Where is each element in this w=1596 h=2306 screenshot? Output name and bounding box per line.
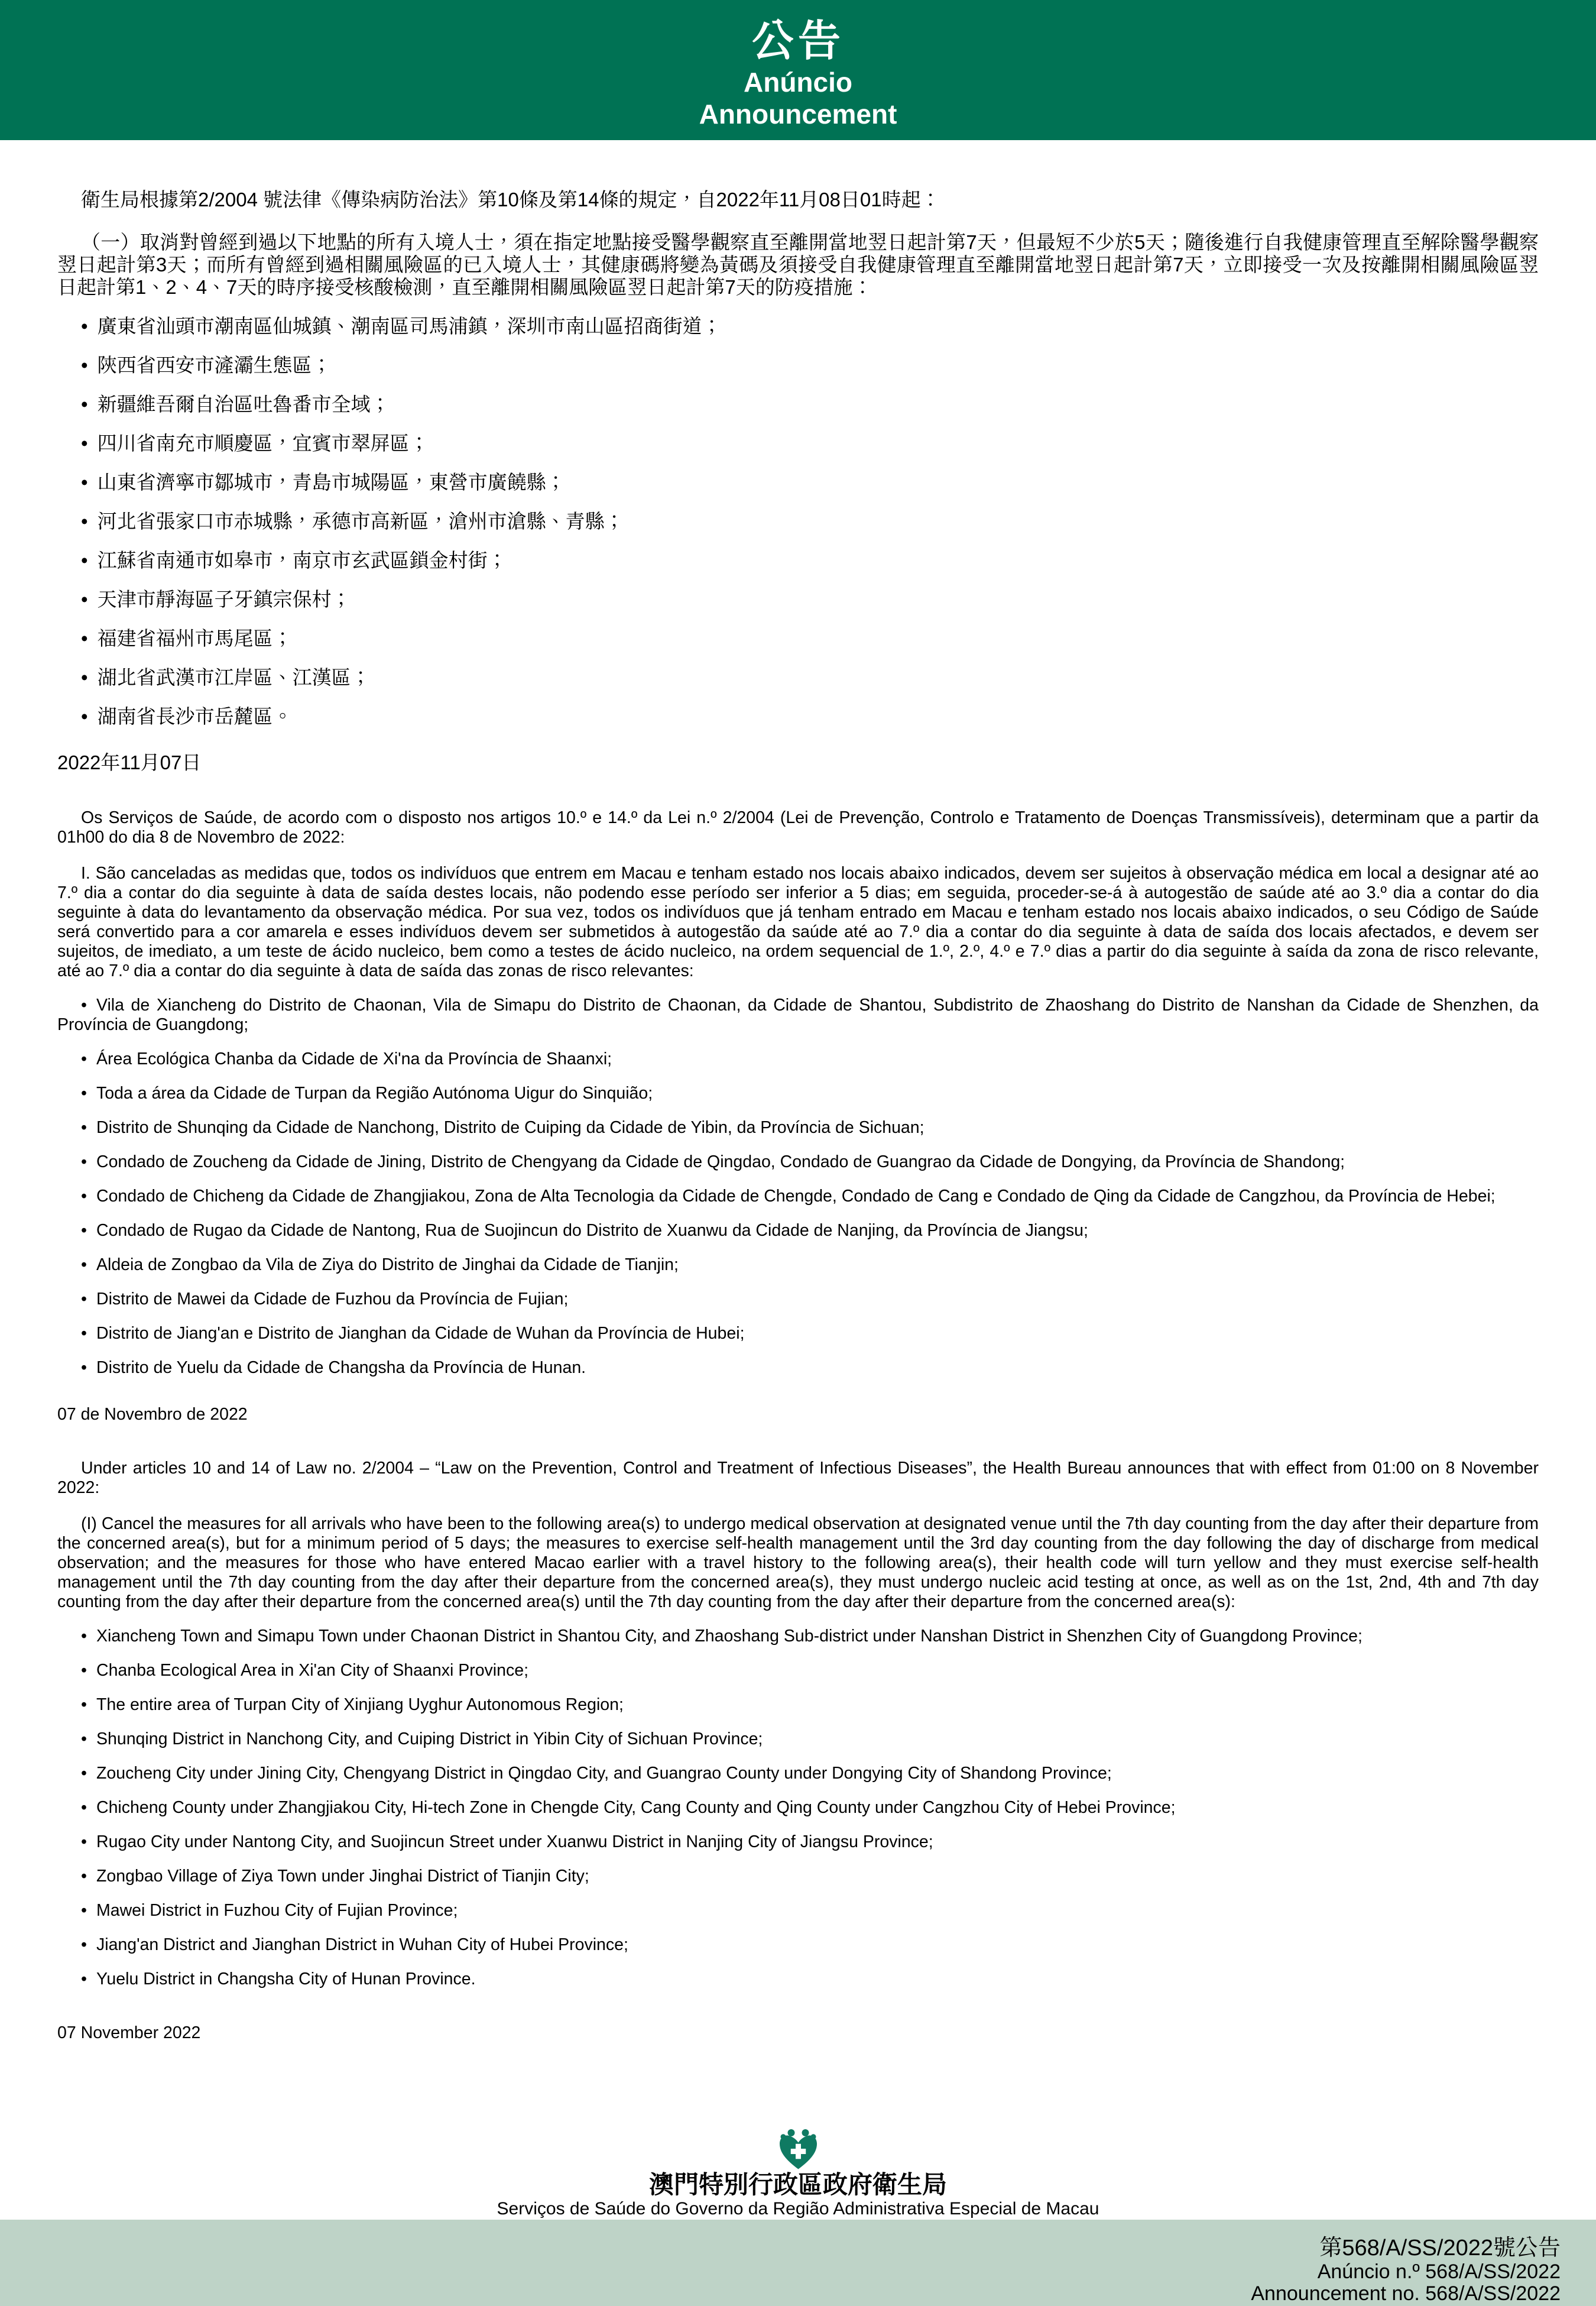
zh-risk-area-item bbox=[57, 510, 1539, 533]
en-risk-area-text: Mawei District in Fuzhou City of Fujian Province; bbox=[96, 1901, 458, 1920]
zh-risk-area-text: 湖南省長沙市岳麓區。 bbox=[97, 705, 293, 727]
bullet-icon: • bbox=[81, 1832, 87, 1851]
bullet-icon: • bbox=[81, 666, 88, 688]
pt-risk-area-text: Área Ecológica Chanba da Cidade de Xi'na da Província de Shaanxi; bbox=[96, 1050, 612, 1068]
bullet-icon: • bbox=[81, 1867, 87, 1886]
zh-risk-area-text: 山東省濟寧市鄒城市，青島市城陽區，東營市廣饒縣； bbox=[97, 471, 566, 493]
pt-date: 07 de Novembro de 2022 bbox=[57, 1405, 248, 1424]
header-banner bbox=[0, 0, 1596, 140]
bullet-icon: • bbox=[81, 1290, 87, 1309]
zh-risk-area-text: 河北省張家口市赤城縣，承德市高新區，滄州市滄縣、青縣； bbox=[97, 510, 624, 532]
pt-measures-paragraph: I. São canceladas as medidas que, todos os indivíduos que entrem em Macau e tenham estado nos locais abaixo indicados, devem ser sujeitos à observação médica em local a designar até ao 7.º dia a contar do dia seguinte à data de saída destes locais, não podendo esse período ser inferior a 5 dias; em seguida, proceder-se-á à autogestão de saúde até ao 3.º dia a contar do dia seguinte à data do levantamento da observação médica. Por sua vez, todos os indivíduos que já tenham entrado em Macau e tenham estado nos locais abaixo indicados, o seu Código de Saúde será convertido para a cor amarela e esses indivíduos devem ser submetidos à autogestão da saúde até ao 7.º dia a contar do dia seguinte à data de saída dos locais afectados, e devem ser sujeitos, de imediato, a um teste de ácido nucleico, bem como a testes de ácido nucleico, na ordem sequencial de 1.º, 2.º, 4.º e 7.º dias a partir do dia seguinte à saída da zona de risco relevante, até ao 7.º dia a contar do dia seguinte à data de saída das zonas de risco relevantes: bbox=[57, 864, 1539, 980]
zh-risk-area-item bbox=[57, 432, 1539, 455]
bullet-icon: • bbox=[81, 1118, 87, 1137]
pt-risk-area-text: Toda a área da Cidade de Turpan da Região Autónoma Uigur do Sinquião; bbox=[96, 1084, 653, 1103]
bullet-icon: • bbox=[81, 1627, 87, 1646]
pt-risk-area-item bbox=[57, 1290, 1539, 1309]
en-risk-area-item bbox=[57, 1970, 1539, 1989]
announcement-number-zh: 第568/A/SS/2022號公告 bbox=[1319, 2236, 1561, 2260]
zh-risk-area-text: 新疆維吾爾自治區吐魯番市全域； bbox=[97, 393, 390, 415]
en-risk-area-text: Rugao City under Nantong City, and Suojincun Street under Xuanwu District in Nanjing City of Jiangsu Province; bbox=[96, 1832, 933, 1851]
en-risk-area-item bbox=[57, 1661, 1539, 1680]
pt-risk-area-item bbox=[57, 1118, 1539, 1138]
zh-risk-area-text: 廣東省汕頭市潮南區仙城鎮、潮南區司馬浦鎮，深圳市南山區招商街道； bbox=[97, 315, 722, 337]
footer bbox=[0, 2127, 1596, 2306]
zh-risk-area-text: 天津市靜海區子牙鎮宗保村； bbox=[97, 588, 351, 610]
bullet-icon: • bbox=[81, 588, 88, 610]
zh-risk-area-item bbox=[57, 393, 1539, 416]
pt-risk-area-text: Condado de Chicheng da Cidade de Zhangjiakou, Zona de Alta Tecnologia da Cidade de Chengde, Condado de Cang e Condado de Qing da Cidade de Cangzhou, da Província de Hebei; bbox=[96, 1187, 1496, 1206]
en-risk-area-item bbox=[57, 1901, 1539, 1920]
en-risk-area-text: Shunqing District in Nanchong City, and Cuiping District in Yibin City of Sichuan Province; bbox=[96, 1730, 763, 1748]
pt-risk-area-item bbox=[57, 1152, 1539, 1172]
en-risk-area-text: Chanba Ecological Area in Xi'an City of Shaanxi Province; bbox=[96, 1661, 529, 1680]
bullet-icon: • bbox=[81, 1358, 87, 1377]
pt-risk-area-text: Distrito de Jiang'an e Distrito de Jianghan da Cidade de Wuhan da Província de Hubei; bbox=[96, 1324, 745, 1343]
bullet-icon: • bbox=[81, 1661, 87, 1680]
zh-risk-area-item bbox=[57, 627, 1539, 650]
pt-risk-area-item bbox=[57, 1358, 1539, 1378]
bullet-icon: • bbox=[81, 1187, 87, 1206]
zh-risk-area-item bbox=[57, 588, 1539, 611]
bullet-icon: • bbox=[81, 1764, 87, 1783]
bullet-icon: • bbox=[81, 996, 87, 1015]
zh-intro-paragraph: 衛生局根據第2/2004 號法律《傳染病防治法》第10條及第14條的規定，自2022年11月08日01時起： bbox=[81, 189, 940, 210]
zh-risk-area-text: 陝西省西安市滻灞生態區； bbox=[97, 354, 332, 376]
zh-date: 2022年11月07日 bbox=[57, 752, 202, 773]
bullet-icon: • bbox=[81, 549, 88, 571]
bullet-icon: • bbox=[81, 705, 88, 727]
bullet-icon: • bbox=[81, 1084, 87, 1103]
document-body bbox=[0, 189, 1596, 2043]
pt-intro-paragraph: Os Serviços de Saúde, de acordo com o disposto nos artigos 10.º e 14.º da Lei n.º 2/2004 (Lei de Prevenção, Controlo e Tratamento de Doenças Transmissíveis), determinam que a partir da 01h00 do dia 8 de Novembro de 2022: bbox=[57, 808, 1539, 847]
banner-title-en: Announcement bbox=[699, 99, 897, 129]
banner-title-zh: 公告 bbox=[751, 18, 844, 65]
bullet-icon: • bbox=[81, 1221, 87, 1240]
en-risk-area-item bbox=[57, 1695, 1539, 1715]
zh-risk-area-item bbox=[57, 666, 1539, 689]
pt-risk-area-text: Aldeia de Zongbao da Vila de Ziya do Distrito de Jinghai da Cidade de Tianjin; bbox=[96, 1255, 679, 1274]
zh-risk-area-item bbox=[57, 315, 1539, 338]
en-measures-paragraph: (I) Cancel the measures for all arrivals who have been to the following area(s) to undergo medical observation at designated venue until the 7th day counting from the day after their departure from the concerned area(s), but for a minimum period of 5 days; the measures to exercise self-health management until the 3rd day counting from the day following the day of discharge from medical observation; and the measures for those who have entered Macao earlier with a travel history to the following area(s), their health code will turn yellow and they must exercise self-health management until the 7th day counting from the day after their departure from the concerned area(s), they must undergo nucleic acid testing at once, as well as on the 1st, 2nd, 4th and 7th day counting from the day after their departure from the concerned area(s) until the 7th day counting from the day after their departure from the concerned area(s): bbox=[57, 1514, 1539, 1611]
org-name-pt: Serviços de Saúde do Governo da Região Administrativa Especial de Macau bbox=[497, 2199, 1099, 2218]
zh-risk-area-item bbox=[57, 705, 1539, 728]
en-risk-area-item bbox=[57, 1867, 1539, 1886]
bullet-icon: • bbox=[81, 432, 88, 454]
pt-risk-area-item bbox=[57, 996, 1539, 1035]
pt-risk-area-text: Distrito de Yuelu da Cidade de Changsha da Província de Hunan. bbox=[96, 1358, 586, 1377]
bullet-icon: • bbox=[81, 1695, 87, 1714]
bullet-icon: • bbox=[81, 315, 88, 337]
pt-risk-area-text: Condado de Zoucheng da Cidade de Jining, Distrito de Chengyang da Cidade de Qingdao, Condado de Guangrao da Cidade de Dongying, da Província de Shandong; bbox=[96, 1152, 1345, 1171]
en-risk-area-text: Xiancheng Town and Simapu Town under Chaonan District in Shantou City, and Zhaoshang Sub-district under Nanshan District in Shenzhen City of Guangdong Province; bbox=[96, 1627, 1363, 1646]
zh-risk-area-text: 四川省南充市順慶區，宜賓市翠屏區； bbox=[97, 432, 429, 454]
announcement-number-en: Announcement no. 568/A/SS/2022 bbox=[1251, 2282, 1561, 2305]
en-risk-area-text: Yuelu District in Changsha City of Hunan Province. bbox=[96, 1970, 476, 1988]
zh-risk-area-text: 湖北省武漢市江岸區、江漢區； bbox=[97, 666, 371, 688]
pt-risk-area-item bbox=[57, 1221, 1539, 1241]
announcement-ref-band bbox=[0, 2220, 1596, 2306]
en-risk-area-item bbox=[57, 1832, 1539, 1852]
pt-risk-area-item bbox=[57, 1050, 1539, 1069]
banner-title-pt: Anúncio bbox=[744, 67, 852, 98]
pt-risk-area-text: Condado de Rugao da Cidade de Nantong, Rua de Suojincun do Distrito de Xuanwu da Cidade de Nanjing, da Província de Jiangsu; bbox=[96, 1221, 1088, 1240]
zh-measures-paragraph: （一）取消對曾經到過以下地點的所有入境人士，須在指定地點接受醫學觀察直至離開當地翌日起計第7天，但最短不少於5天；隨後進行自我健康管理直至解除醫學觀察翌日起計第3天；而所有曾經到過相關風險區的已入境人士，其健康碼將變為黃碼及須接受自我健康管理直至離開當地翌日起計第7天，立即接受一次及按離開相關風險區翌日起計第1、2、4、7天的時序接受核酸檢測，直至離開相關風險區翌日起計第7天的防疫措施： bbox=[57, 231, 1539, 298]
en-risk-area-item bbox=[57, 1627, 1539, 1646]
en-risk-area-text: Zongbao Village of Ziya Town under Jinghai District of Tianjin City; bbox=[96, 1867, 589, 1886]
bullet-icon: • bbox=[81, 1798, 87, 1817]
bullet-icon: • bbox=[81, 1935, 87, 1954]
bullet-icon: • bbox=[81, 1730, 87, 1748]
zh-risk-area-item bbox=[57, 354, 1539, 377]
pt-risk-area-item bbox=[57, 1255, 1539, 1275]
pt-risk-area-text: Distrito de Mawei da Cidade de Fuzhou da Província de Fujian; bbox=[96, 1290, 569, 1309]
bullet-icon: • bbox=[81, 1050, 87, 1068]
en-risk-area-item bbox=[57, 1935, 1539, 1955]
health-bureau-logo-icon bbox=[776, 2127, 820, 2170]
pt-risk-area-item bbox=[57, 1324, 1539, 1343]
en-risk-area-text: Jiang'an District and Jianghan District in Wuhan City of Hubei Province; bbox=[96, 1935, 628, 1954]
health-bureau-logo bbox=[0, 2127, 1596, 2171]
en-risk-area-item bbox=[57, 1730, 1539, 1749]
en-risk-area-text: Chicheng County under Zhangjiakou City, Hi-tech Zone in Chengde City, Cang County and Qing County under Cangzhou City of Hebei Province; bbox=[96, 1798, 1176, 1817]
bullet-icon: • bbox=[81, 1152, 87, 1171]
pt-risk-area-item bbox=[57, 1187, 1539, 1206]
bullet-icon: • bbox=[81, 1970, 87, 1988]
en-risk-area-text: The entire area of Turpan City of Xinjiang Uyghur Autonomous Region; bbox=[96, 1695, 624, 1714]
pt-risk-area-text: Vila de Xiancheng do Distrito de Chaonan, Vila de Simapu do Distrito de Chaonan, da Cidade de Shantou, Subdistrito de Zhaoshang do Distrito de Nanshan da Cidade de Shenzhen, da Província de Guangdong; bbox=[57, 996, 1539, 1034]
bullet-icon: • bbox=[81, 1901, 87, 1920]
bullet-icon: • bbox=[81, 1324, 87, 1343]
bullet-icon: • bbox=[81, 393, 88, 415]
en-intro-paragraph: Under articles 10 and 14 of Law no. 2/2004 – “Law on the Prevention, Control and Treatment of Infectious Diseases”, the Health Bureau announces that with effect from 01:00 on 8 November 2022: bbox=[57, 1459, 1539, 1497]
pt-risk-area-item bbox=[57, 1084, 1539, 1103]
zh-risk-area-item bbox=[57, 471, 1539, 494]
zh-risk-area-item bbox=[57, 549, 1539, 572]
zh-risk-area-text: 福建省福州市馬尾區； bbox=[97, 627, 293, 649]
bullet-icon: • bbox=[81, 471, 88, 493]
en-risk-area-text: Zoucheng City under Jining City, Chengyang District in Qingdao City, and Guangrao County under Dongying City of Shandong Province; bbox=[96, 1764, 1112, 1783]
org-name-zh: 澳門特別行政區政府衛生局 bbox=[648, 2171, 947, 2198]
bullet-icon: • bbox=[81, 1255, 87, 1274]
bullet-icon: • bbox=[81, 627, 88, 649]
en-risk-area-item bbox=[57, 1798, 1539, 1818]
pt-risk-area-text: Distrito de Shunqing da Cidade de Nanchong, Distrito de Cuiping da Cidade de Yibin, da Província de Sichuan; bbox=[96, 1118, 924, 1137]
bullet-icon: • bbox=[81, 510, 88, 532]
bullet-icon: • bbox=[81, 354, 88, 376]
zh-risk-area-text: 江蘇省南通市如皋市，南京市玄武區鎖金村街； bbox=[97, 549, 507, 571]
en-date: 07 November 2022 bbox=[57, 2023, 201, 2042]
announcement-number-pt: Anúncio n.º 568/A/SS/2022 bbox=[1317, 2260, 1561, 2283]
en-risk-area-item bbox=[57, 1764, 1539, 1783]
